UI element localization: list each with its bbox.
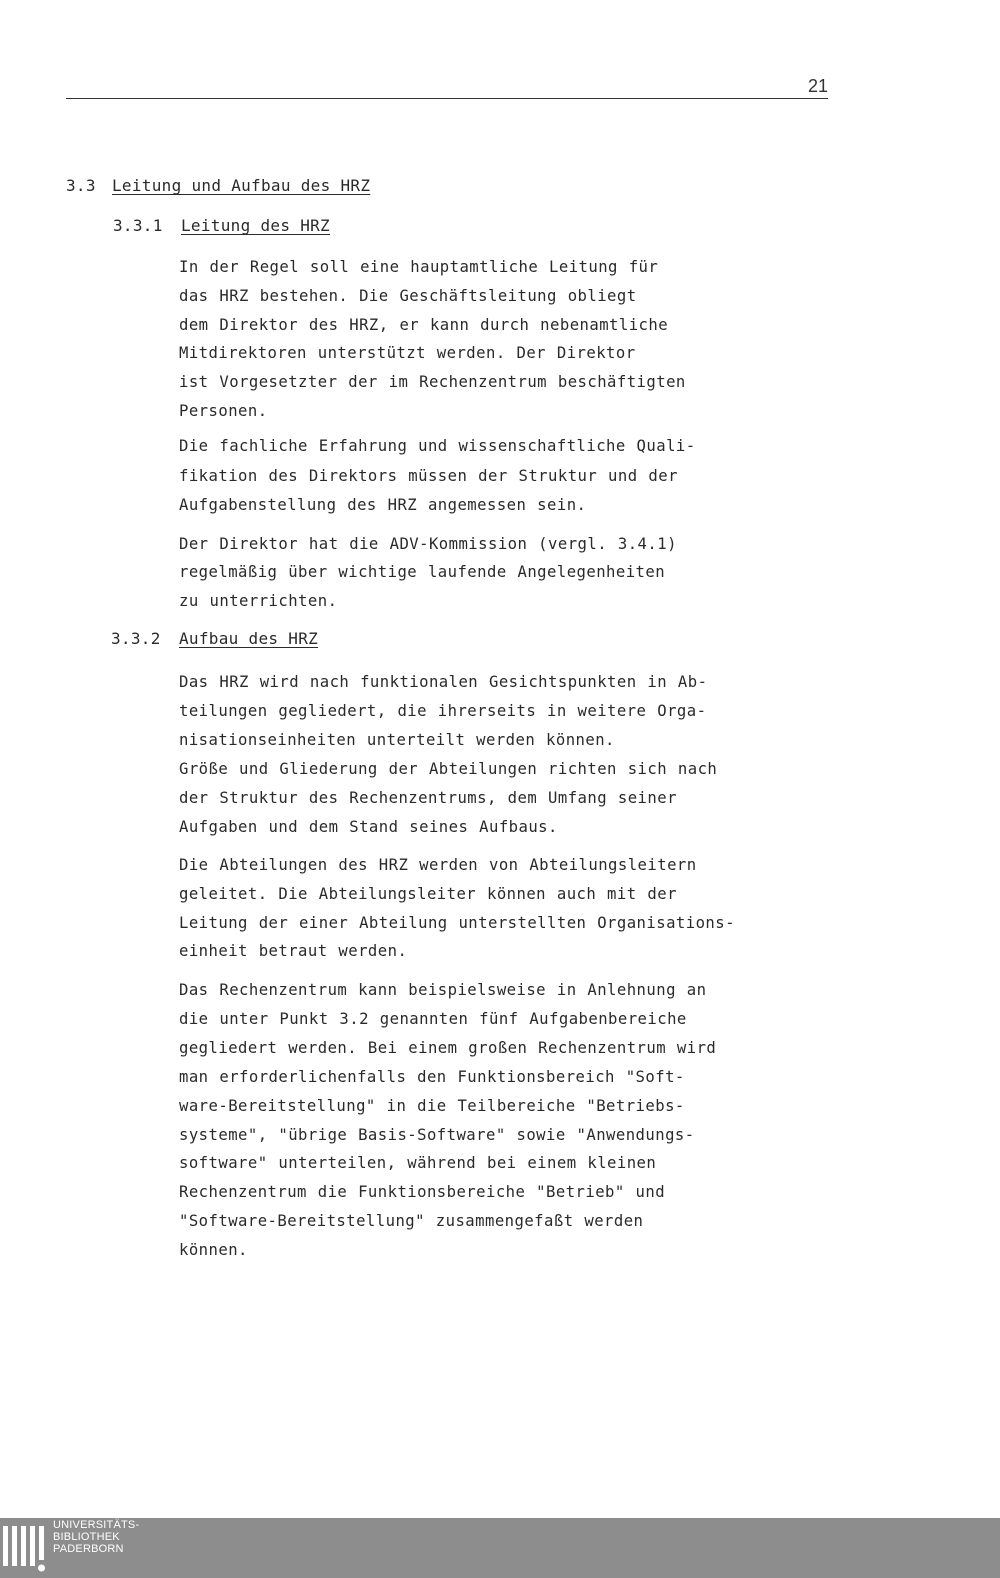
footer-line: UNIVERSITÄTS- — [53, 1519, 140, 1531]
footer-line: PADERBORN — [53, 1543, 124, 1555]
section-number: 3.3.2 — [111, 629, 161, 648]
paragraph: Die Abteilungen des HRZ werden von Abteilungsleitern geleitet. Die Abteilungsleiter können auch mit der Leitung der einer Abteilung unterstellten Organisations- einheit betraut werden. — [179, 856, 735, 961]
paragraph: In der Regel soll eine hauptamtliche Leitung für das HRZ bestehen. Die Geschäftsleitung obliegt dem Direktor des HRZ, er kann durch nebenamtliche Mitdirektoren unterstützt werden. Der Direktor ist Vorgesetzter der im Rechenzentrum beschäftigten Personen. — [179, 258, 686, 420]
section-heading-3-3-2 — [111, 629, 318, 649]
section-title: Leitung und Aufbau des HRZ — [112, 176, 371, 195]
section-title: Leitung des HRZ — [181, 216, 330, 235]
paragraph: Der Direktor hat die ADV-Kommission (vergl. 3.4.1) regelmäßig über wichtige laufende Angelegenheiten zu unterrichten. — [179, 535, 677, 610]
footer-line: BIBLIOTHEK — [53, 1531, 120, 1543]
section-number: 3.3.1 — [113, 216, 163, 235]
paragraph: Das HRZ wird nach funktionalen Gesichtspunkten in Ab- teilungen gegliedert, die ihrerseits in weitere Orga- nisationseinheiten unterteilt werden können. Größe und Gliederung der Abteilungen richten sich nach der Struktur des Rechenzentrums, dem Umfang seiner Aufgaben und dem Stand seines Aufbaus. — [179, 673, 718, 836]
section-number: 3.3 — [66, 176, 96, 195]
page-number: 21 — [807, 76, 828, 96]
section-heading-3-3 — [66, 176, 370, 196]
header-rule — [66, 98, 828, 99]
footer-bar — [0, 1518, 1000, 1578]
footer-institution — [53, 1519, 139, 1555]
paragraph: Das Rechenzentrum kann beispielsweise in Anlehnung an die unter Punkt 3.2 genannten fünf Aufgabenbereiche gegliedert werden. Bei einem großen Rechenzentrum wird man erforderlichenfalls den Funktionsbereich "Soft- ware-Bereitstellung" in die Teilbereiche "Betriebs- systeme", "übrige Basis-Software" sowie "Anwendungs- software" unterteilen, während bei einem kleinen Rechenzentrum die Funktionsbereiche "Betrieb" und "Software-Bereitstellung" zusammengefaßt werden können. — [179, 981, 717, 1260]
section-heading-3-3-1 — [113, 216, 330, 236]
paragraph: Die fachliche Erfahrung und wissenschaftliche Quali- fikation des Direktors müssen der Struktur und der Aufgabenstellung des HRZ angemessen sein. — [179, 437, 696, 514]
library-logo-icon — [3, 1522, 49, 1574]
section-title: Aufbau des HRZ — [179, 629, 319, 648]
